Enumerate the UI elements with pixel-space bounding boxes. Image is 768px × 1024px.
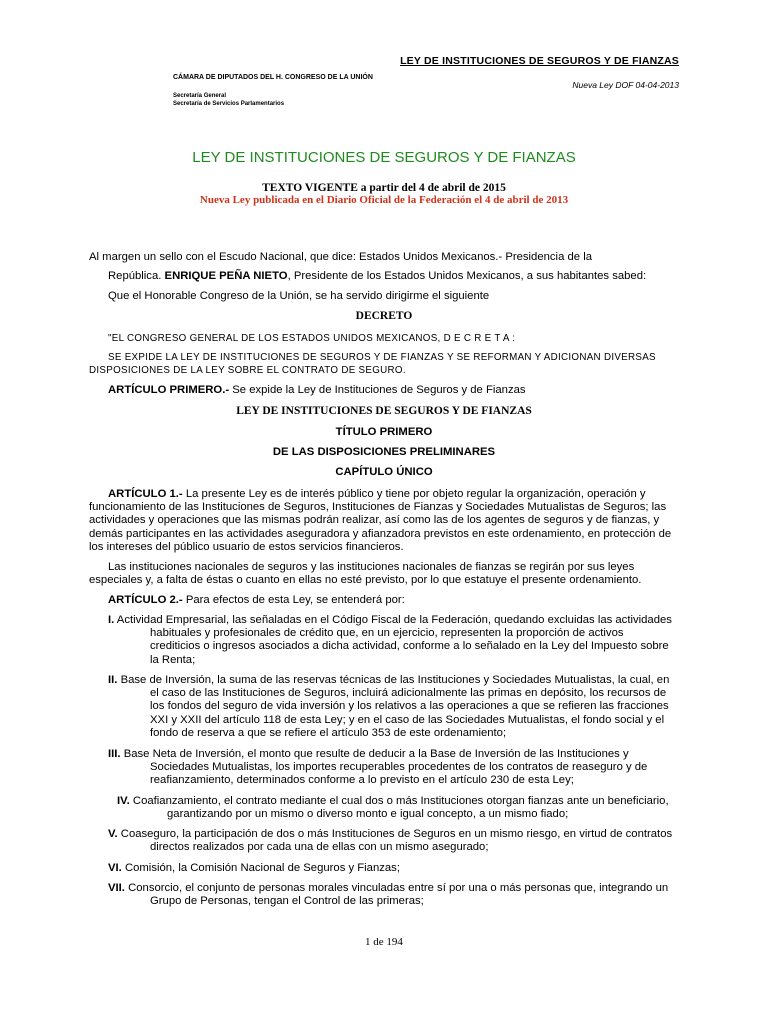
art1-label: ARTÍCULO 1.- (108, 488, 183, 500)
header-secretarias (173, 92, 284, 108)
item-i-number: I. (108, 614, 115, 626)
item-ii-line-3: los fondos del seguro de vida inversión y los relativos a las operaciones a que se refieren las fracciones (150, 700, 669, 712)
item-vii-number: VII. (108, 882, 125, 894)
texto-vigente: TEXTO VIGENTE a partir del 4 de abril de 2015 (262, 182, 506, 194)
item-v-line-1 (108, 828, 672, 842)
item-ii-line-1 (108, 674, 669, 688)
header-date-note: Nueva Ley DOF 04-04-2013 (572, 80, 679, 90)
ley-heading: LEY DE INSTITUCIONES DE SEGUROS Y DE FIANZAS (236, 405, 532, 417)
articulo-primero-text: Se expide la Ley de Instituciones de Seguros y de Fianzas (229, 384, 526, 396)
item-ii-line-5: fondo de reserva a que se refiere el artículo 353 de este ordenamiento; (150, 727, 507, 739)
instituciones-line-2: especiales y, a falta de éstas o cuanto en ellas no esté previsto, por lo que estatuye el presente ordenamiento. (89, 574, 642, 586)
item-vi-number: VI. (108, 862, 122, 874)
item-ii-text-1: Base de Inversión, la suma de las reservas técnicas de las Instituciones y Sociedades Mutualistas, la cual, en (120, 674, 670, 686)
item-ii-line-2: el caso de las Instituciones de Seguros, incluirá adicionalmente las primas en depósito, los recursos de (150, 687, 667, 699)
item-iii-text-1: Base Neta de Inversión, el monto que resulte de deducir a la Base de Inversión de las Instituciones y (123, 748, 629, 760)
item-vii-text-1: Consorcio, el conjunto de personas morales vinculadas entre sí por una o más personas que, integrando un (128, 882, 669, 894)
art2-text: Para efectos de esta Ley, se entenderá por: (182, 594, 405, 606)
art1-line-2: funcionamiento de las Instituciones de Seguros, Instituciones de Fianzas y Sociedades Mutualistas de Seguros; las (89, 501, 667, 513)
art1-line-3: actividades y operaciones que las mismas podrán realizar, así como las de los agentes de seguros y de fianzas, y (89, 514, 660, 526)
item-i-line-3: crediticios o ingresos asociados a dicha actividad, conforme a lo señalado en la Ley del Impuesto sobre (150, 640, 669, 652)
expide-line-1: SE EXPIDE LA LEY DE INSTITUCIONES DE SEGUROS Y DE FIANZAS Y SE REFORMAN Y ADICIONAN DIVERSAS (108, 352, 656, 363)
header-doc-title: LEY DE INSTITUCIONES DE SEGUROS Y DE FIANZAS (400, 55, 679, 67)
page-number: 1 de 194 (365, 936, 403, 948)
item-iv-number: IV. (117, 795, 130, 807)
header-secretaria-servicios: Secretaría de Servicios Parlamentarios (173, 101, 285, 107)
art1-line-1 (108, 488, 646, 502)
item-vi-line-1 (108, 862, 400, 876)
art2-label: ARTÍCULO 2.- (108, 594, 183, 606)
preamble-line-3: Que el Honorable Congreso de la Unión, se ha servido dirigirme el siguiente (108, 290, 490, 302)
publicacion-note: Nueva Ley publicada en el Diario Oficial de la Federación el 4 de abril de 2013 (199, 194, 569, 206)
articulo-primero (108, 384, 526, 398)
art2-line (108, 594, 405, 608)
preamble-republica: República. (108, 270, 165, 282)
item-iv-text-1: Coafianzamiento, el contrato mediante el cual dos o más Instituciones otorgan fianzas ante un beneficiario, (132, 795, 669, 807)
art1-line-5: los intereses del público usuario de estos servicios financieros. (89, 541, 404, 553)
item-i-text-1: Actividad Empresarial, las señaladas en el Código Fiscal de la Federación, quedando excluidas las actividades (116, 614, 672, 626)
item-v-line-2: directos realizados por cada una de ellas con un mismo asegurado; (150, 841, 489, 853)
item-iii-number: III. (108, 748, 121, 760)
item-ii-line-4: XXI y XXII del artículo 118 de esta Ley; y en el caso de las Sociedades Mutualistas, el fondo social y el (150, 714, 665, 726)
president-name: ENRIQUE PEÑA NIETO (164, 270, 288, 282)
item-vii-line-1 (108, 882, 668, 896)
art1-text-1: La presente Ley es de interés público y tiene por objeto regular la organización, operación y (182, 488, 646, 500)
header-camara: CÁMARA DE DIPUTADOS DEL H. CONGRESO DE LA UNIÓN (173, 74, 373, 81)
item-iii-line-3: reafianzamiento, determinados conforme a lo previsto en el artículo 230 de esta Ley; (150, 774, 574, 786)
item-i-line-4: la Renta; (150, 654, 196, 666)
item-iii-line-1 (108, 748, 629, 762)
titulo-heading: TÍTULO PRIMERO (335, 426, 433, 438)
preamble-president-title: , Presidente de los Estados Unidos Mexicanos, a sus habitantes sabed: (287, 270, 647, 282)
item-ii-number: II. (108, 674, 118, 686)
item-iv-line-1 (117, 795, 669, 809)
header-secretaria-general: Secretaría General (173, 93, 227, 99)
expide-line-2: DISPOSICIONES DE LA LEY SOBRE EL CONTRATO DE SEGURO. (89, 365, 406, 376)
decreto-heading: DECRETO (355, 310, 413, 322)
decreta-line: "EL CONGRESO GENERAL DE LOS ESTADOS UNIDOS MEXICANOS, D E C R E T A : (108, 333, 516, 344)
item-vi-text-1: Comisión, la Comisión Nacional de Seguros y Fianzas; (124, 862, 400, 874)
preamble-line-1: Al margen un sello con el Escudo Nacional, que dice: Estados Unidos Mexicanos.- Presidencia de la (89, 251, 592, 263)
instituciones-line-1: Las instituciones nacionales de seguros y las instituciones nacionales de fianzas se regirán por sus leyes (108, 561, 635, 573)
articulo-primero-label: ARTÍCULO PRIMERO.- (108, 384, 230, 396)
disposiciones-heading: DE LAS DISPOSICIONES PRELIMINARES (272, 446, 496, 458)
item-iii-line-2: Sociedades Mutualistas, los importes recuperables procedentes de los contratos de reaseguro y de (150, 761, 648, 773)
item-v-text-1: Coaseguro, la participación de dos o más Instituciones de Seguros en un mismo riesgo, en virtud de contratos (120, 828, 673, 840)
item-iv-line-2: garantizando por un mismo o diverso monto e igual concepto, a un mismo fiado; (167, 808, 569, 820)
art1-line-4: demás participantes en las actividades aseguradora y afianzadora previstos en este ordenamiento, en protección de (89, 528, 672, 540)
page-title: LEY DE INSTITUCIONES DE SEGUROS Y DE FIANZAS (192, 149, 576, 166)
preamble-line-2 (108, 270, 646, 284)
item-i-line-1 (108, 614, 672, 628)
item-vii-line-2: Grupo de Personas, tengan el Control de las primeras; (150, 895, 424, 907)
item-v-number: V. (108, 828, 118, 840)
item-i-line-2: habituales y profesionales de crédito que, en un ejercicio, representen la proporción de activos (150, 627, 624, 639)
capitulo-heading: CAPÍTULO ÚNICO (335, 466, 433, 478)
